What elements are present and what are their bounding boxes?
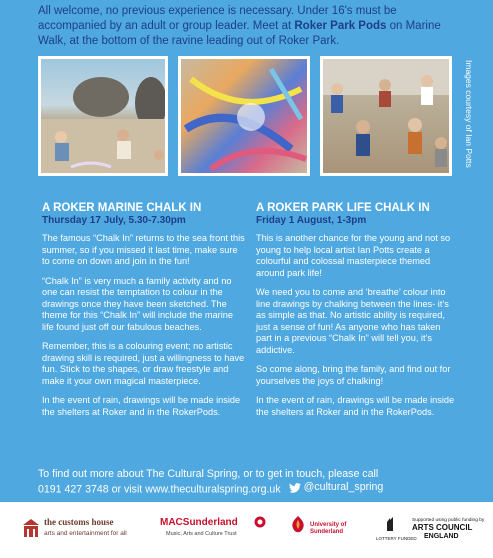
photo-chalk-drawing — [178, 56, 310, 176]
university-crest-icon — [290, 516, 306, 536]
photo-children-chalking-beach — [38, 56, 168, 176]
park-paragraph: We need you to come and ‘breathe’ colour into line drawings by chalking between the lines- it’s as simple as that. No artistic ability is required, just a sense of fun! As anyone who has taken part in a previous “Chalk In” will tell you, it’s addictive. — [256, 287, 449, 355]
park-paragraph: So come along, bring the family, and find out for yourselves the joys of chalking! — [256, 364, 451, 386]
twitter-bird-icon — [289, 483, 301, 493]
intro-part-2: on Marine Walk, at the bottom of the ravine leading out of Roker Park. — [38, 20, 441, 47]
photo-credit: Images courtesy of Ian Potts — [464, 60, 474, 168]
intro-part-1: All welcome, no previous experience is necessary. Under 16's must be accompanied by an adult or group leader. Meet at — [38, 5, 397, 32]
university-of-sunderland-logo: University of Sunderland — [290, 516, 360, 546]
marine-paragraph: In the event of rain, drawings will be made inside the shelters at Roker and in the RokerPods. — [42, 395, 241, 417]
park-paragraph: In the event of rain, drawings will be made inside the shelters at Roker and in the RokerPods. — [256, 395, 455, 417]
marine-paragraph: Remember, this is a colouring event; no artistic drawing skill is required, just a willingness to have fun. Stick to the shapes, or draw freestyle and make it your own magical masterpiece. — [42, 341, 245, 386]
customs-house-building-icon — [22, 518, 40, 538]
contact-phone-website[interactable]: 0191 427 3748 or visit www.theculturalspring.org.uk — [38, 483, 281, 496]
sponsor-logos — [0, 502, 493, 558]
park-life-chalk-in-title: A ROKER PARK LIFE CHALK IN — [256, 202, 430, 214]
park-life-chalk-in-section — [256, 202, 456, 426]
contact-line-2 — [38, 481, 458, 497]
contact-line-1: To find out more about The Cultural Spring, or to get in touch, please call — [38, 468, 379, 480]
photo-strip — [36, 56, 456, 178]
twitter-link[interactable] — [289, 481, 384, 494]
marine-chalk-in-title: A ROKER MARINE CHALK IN — [42, 202, 202, 214]
marine-paragraph: “Chalk In” is very much a family activity and no one can resist the temptation to colour in the drawings once they have been sketched. The theme for this “Chalk In” will include the marine life found just off our fabulous beaches. — [42, 275, 233, 332]
intro-text — [38, 4, 458, 49]
contact-info — [38, 468, 458, 497]
marine-chalk-in-section — [42, 202, 247, 426]
arts-council-england-logo: Supported using public funding by ARTS COUNCIL ENGLAND — [412, 518, 485, 540]
lottery-crossed-fingers-icon — [382, 516, 398, 532]
photo-group-chalking — [320, 56, 452, 176]
mac-sunderland-logo: MACSunderland Music, Arts and Culture Trust — [160, 516, 270, 546]
lottery-funded-logo: LOTTERY FUNDED — [376, 516, 406, 546]
marine-chalk-in-date: Thursday 17 July, 5.30-7.30pm — [42, 215, 186, 226]
intro-place: Roker Park Pods — [294, 20, 387, 32]
park-paragraph: This is another chance for the young and not so young to help local artist Ian Potts create a colourful and colossal masterpiece themed around park life! — [256, 233, 451, 278]
marine-paragraph: The famous “Chalk In” returns to the sea front this summer, so if you missed it last time, make sure to come on down and join in the fun! — [42, 233, 245, 266]
customs-house-logo: the customs house arts and entertainment for all — [22, 516, 142, 546]
mac-emblem-icon — [254, 516, 266, 528]
park-life-chalk-in-date: Friday 1 August, 1-3pm — [256, 215, 367, 226]
twitter-handle: @cultural_spring — [303, 481, 384, 493]
